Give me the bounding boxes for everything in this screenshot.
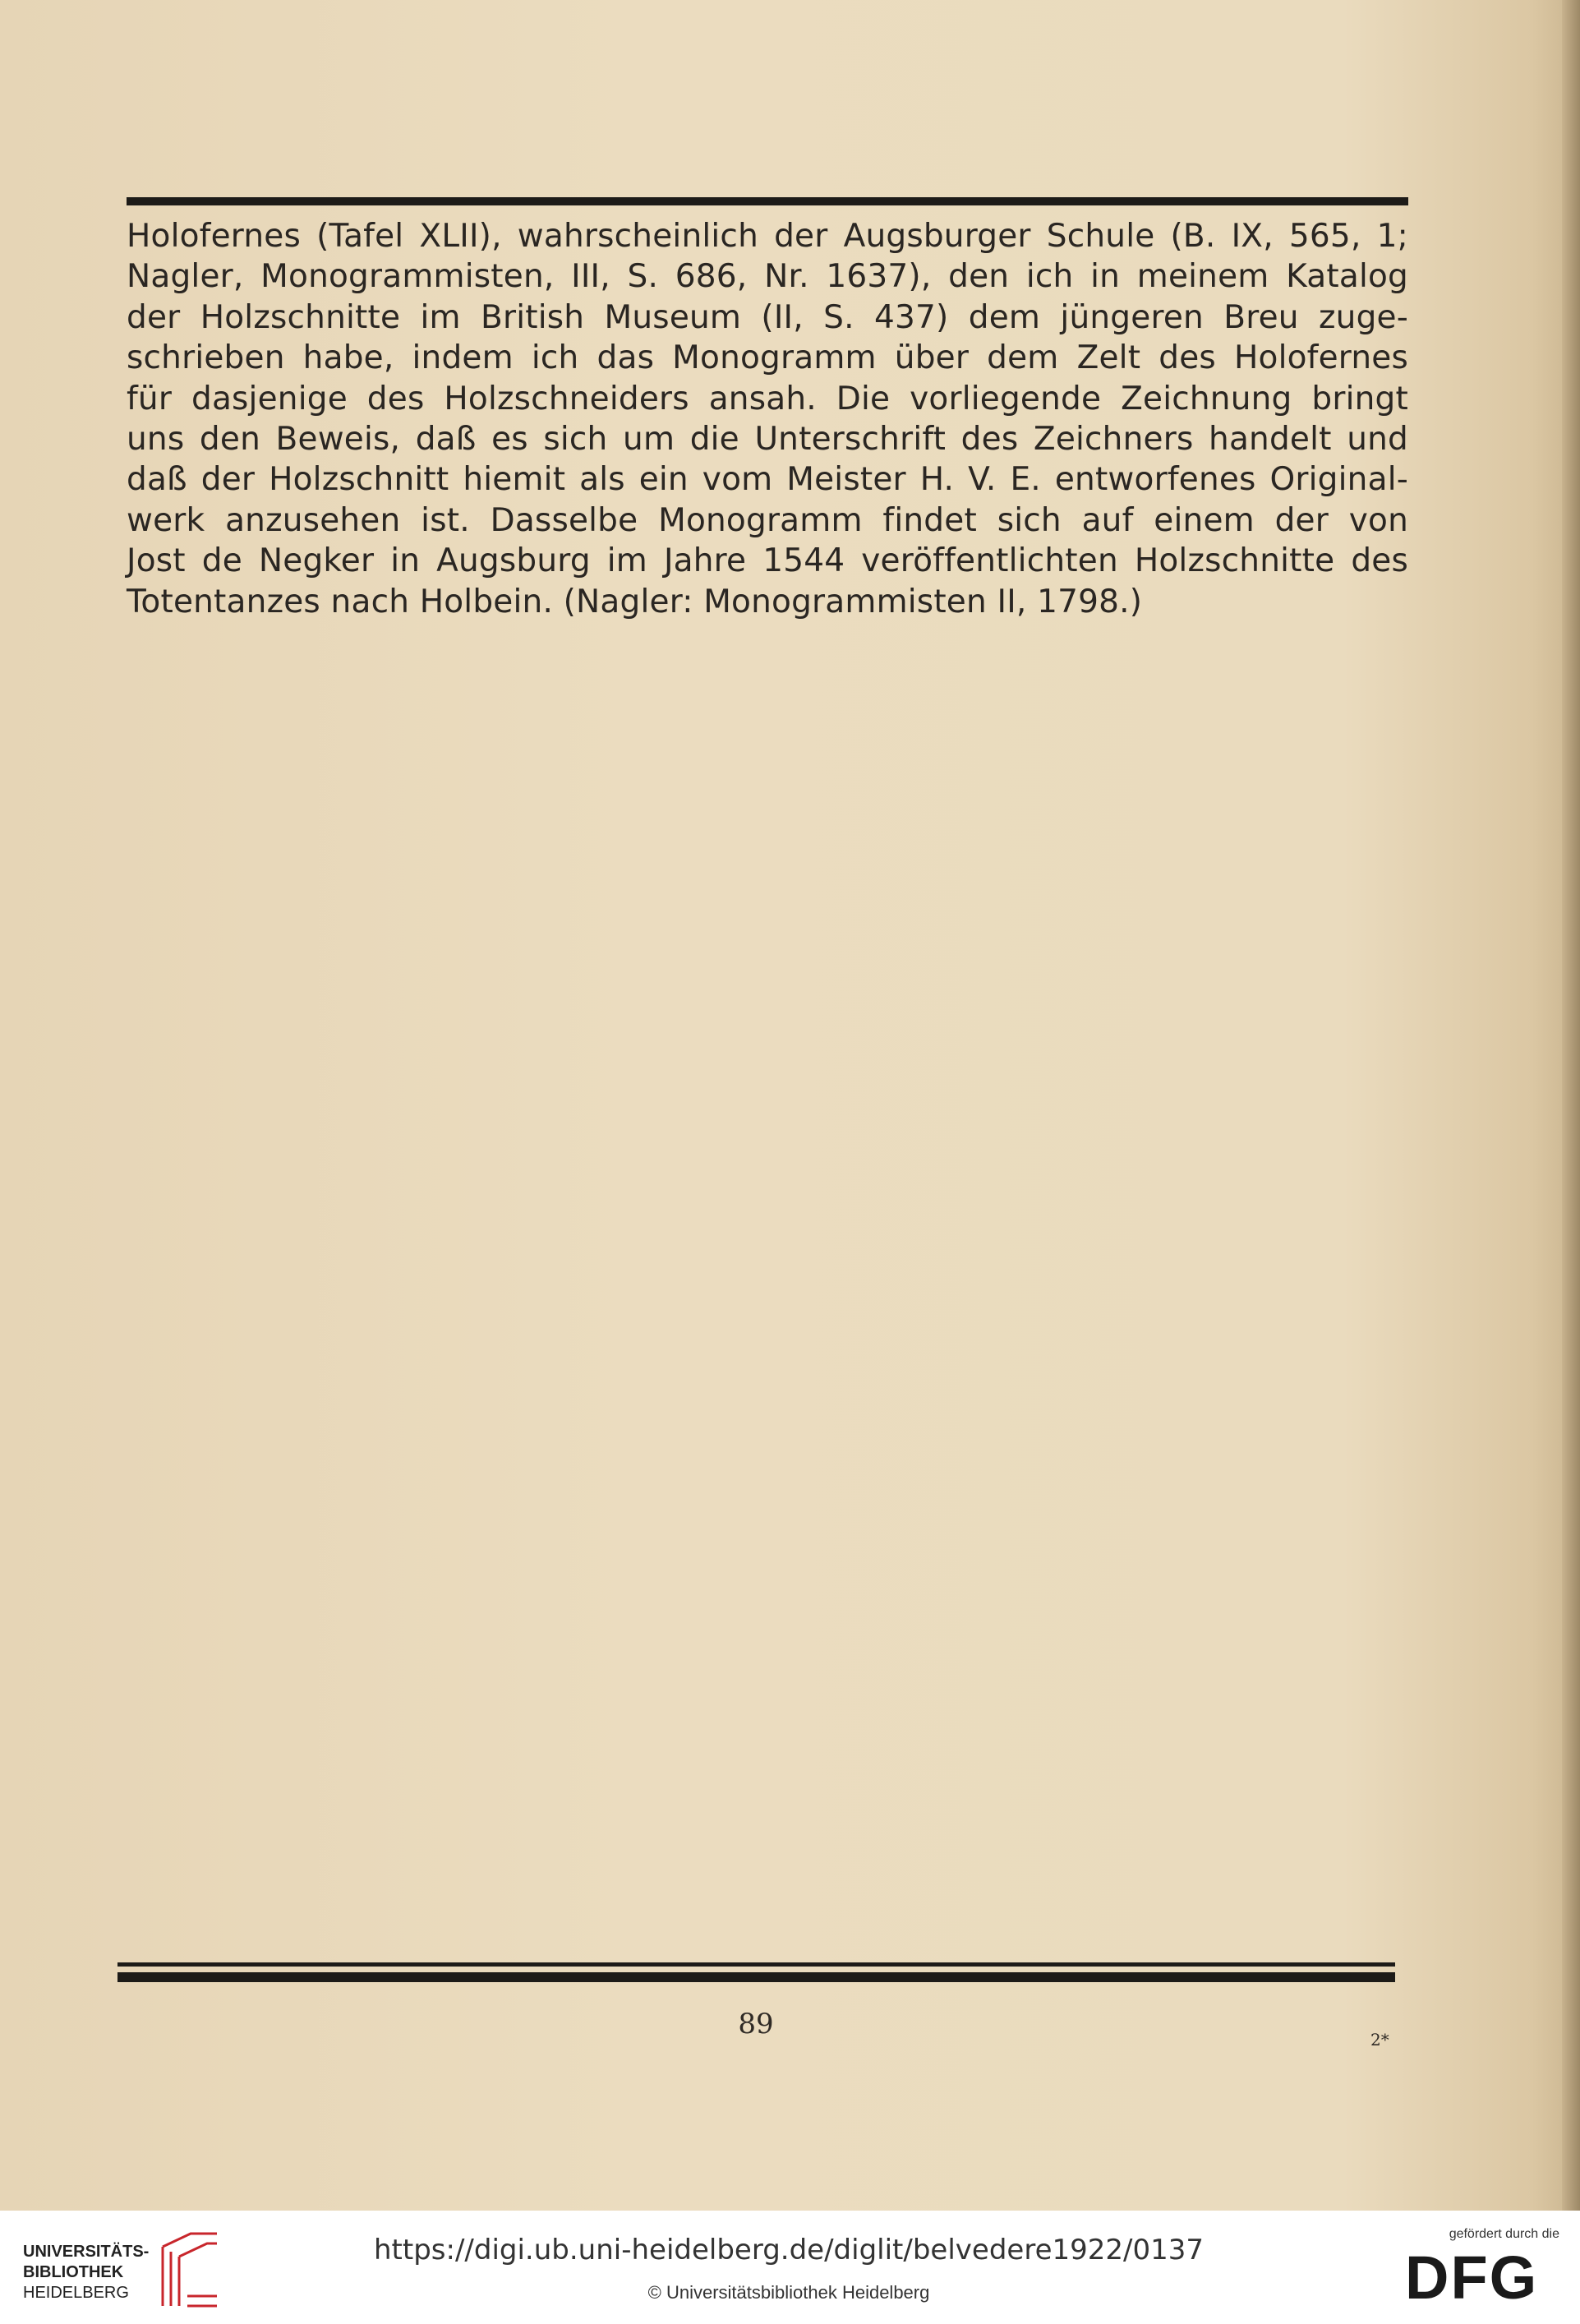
dfg-logo: DFG <box>1405 2243 1539 2312</box>
funded-by-label: gefördert durch die <box>1449 2227 1559 2241</box>
text-line: Jost de Negker in Augsburg im Jahre 1544 veröffentlichten Holzschnitte des <box>127 542 1408 580</box>
text-line: werk anzusehen ist. Dasselbe Monogramm findet sich auf einem der von <box>127 501 1408 539</box>
signature-mark: 2* <box>1370 2030 1389 2050</box>
footer-bar <box>0 2211 1580 2324</box>
page-edge-shadow <box>1562 0 1580 2211</box>
text-line: schrieben habe, indem ich das Monogramm über dem Zelt des Holofernes <box>127 339 1408 377</box>
body-paragraph <box>127 216 1408 622</box>
bottom-rule-thin <box>117 1962 1395 1967</box>
library-name-line: BIBLIOTHEK <box>23 2263 124 2281</box>
document-url-link[interactable]: https://digi.ub.uni-heidelberg.de/diglit/belvedere1922/0137 <box>373 2234 1204 2266</box>
text-line: für dasjenige des Holzschneiders ansah. Die vorliegende Zeichnung bringt <box>127 380 1408 417</box>
text-line: Nagler, Monogrammisten, III, S. 686, Nr. 1637), den ich in meinem Katalog <box>127 258 1408 296</box>
library-name <box>23 2242 149 2303</box>
bottom-rule-thick <box>117 1972 1395 1982</box>
text-line: Holofernes (Tafel XLII), wahrscheinlich der Augsburger Schule (B. IX, 565, 1; <box>127 218 1408 255</box>
text-line: Totentanzes nach Holbein. (Nagler: Monogrammisten II, 1798.) <box>127 583 1143 620</box>
library-name-line: UNIVERSITÄTS- <box>23 2243 150 2261</box>
top-rule <box>127 197 1408 205</box>
library-logo-icon <box>158 2229 222 2311</box>
text-line: daß der Holzschnitt hiemit als ein vom Meister H. V. E. entworfenes Original- <box>127 461 1408 499</box>
library-name-line: HEIDELBERG <box>23 2284 129 2302</box>
copyright-notice: © Universitätsbibliothek Heidelberg <box>647 2282 930 2303</box>
text-line: uns den Beweis, daß es sich um die Unterschrift des Zeichners handelt und <box>127 421 1408 459</box>
page-number: 89 <box>738 2008 774 2040</box>
text-line: der Holzschnitte im British Museum (II, S. 437) dem jüngeren Breu zuge- <box>127 298 1408 336</box>
